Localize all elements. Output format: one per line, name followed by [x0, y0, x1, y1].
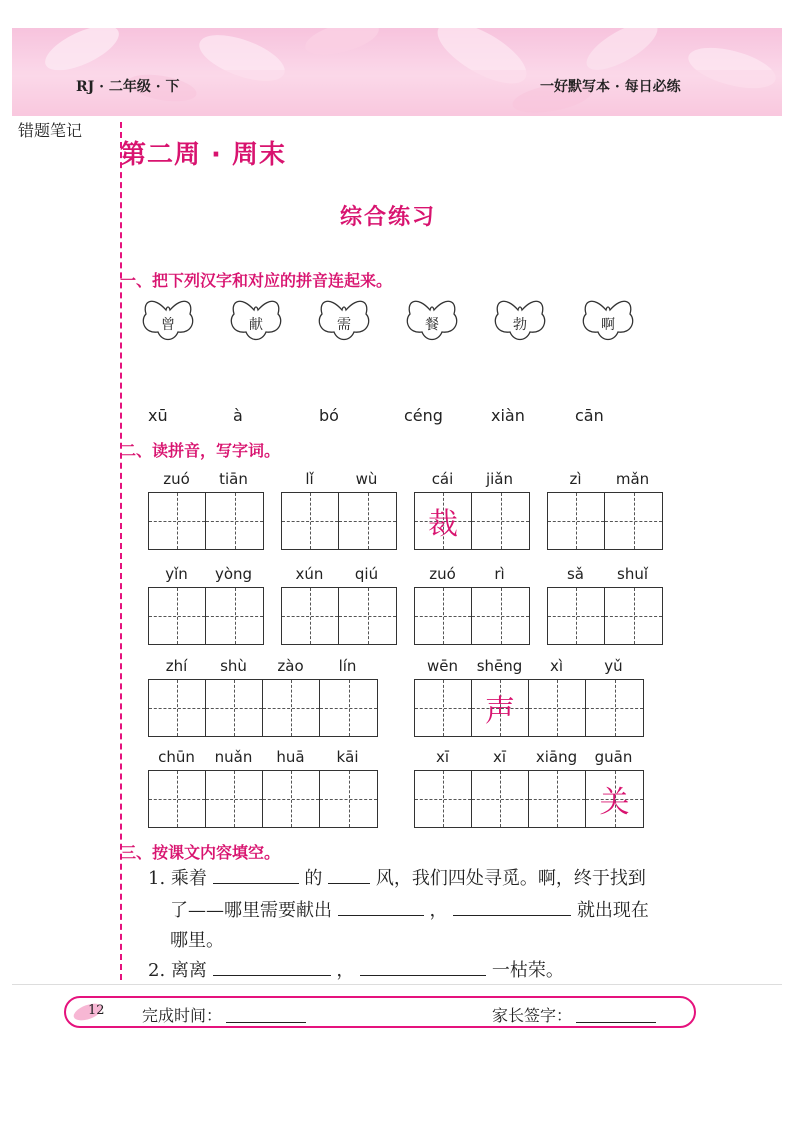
pinyin-line: [148, 565, 262, 583]
answer-blank[interactable]: [338, 897, 424, 916]
match-pinyin: cān: [575, 406, 604, 425]
q2-text: 一枯荣。: [491, 960, 564, 981]
grid-pinyin: nuǎn: [214, 748, 253, 766]
grid-cell[interactable]: [339, 588, 396, 644]
grid-pinyin: guān: [594, 748, 633, 766]
writing-grid[interactable]: [281, 587, 397, 645]
grid-pinyin: xì: [549, 657, 564, 675]
grid-pinyin: shēng: [476, 657, 523, 675]
petal-decoration: [12, 28, 782, 116]
grid-pinyin: zhí: [165, 657, 188, 675]
grid-pinyin: rì: [494, 565, 505, 583]
grid-cell[interactable]: [415, 680, 472, 736]
grid-pinyin: chūn: [158, 748, 195, 766]
q1-text: 风，我们四处寻觅。啊，终于找到: [375, 868, 646, 889]
grid-cell[interactable]: [415, 588, 472, 644]
grid-cell[interactable]: [548, 588, 605, 644]
header-series-label: 一好默写本 · 每日必练: [540, 79, 681, 95]
grid-pinyin: yòng: [214, 565, 253, 583]
writing-grid[interactable]: [414, 770, 644, 828]
parent-signature-blank[interactable]: [576, 1004, 656, 1023]
grid-cell[interactable]: [586, 680, 643, 736]
match-character: 勃: [513, 317, 527, 333]
grid-pinyin: xún: [295, 565, 324, 583]
grid-cell[interactable]: [282, 493, 339, 549]
grid-cell[interactable]: [529, 771, 586, 827]
writing-grid[interactable]: [414, 679, 644, 737]
grid-pinyin: kāi: [336, 748, 359, 766]
page-number: 12: [88, 1003, 105, 1018]
fill-question-1-line-1: [148, 864, 646, 894]
pinyin-line: [547, 565, 661, 583]
match-character: 需: [337, 317, 351, 333]
grid-cell[interactable]: [320, 680, 377, 736]
grid-cell[interactable]: [472, 588, 529, 644]
grid-cell[interactable]: [263, 771, 320, 827]
q2-text: 2. 离离: [148, 960, 207, 981]
q1-text: 1. 乘着: [148, 868, 207, 889]
completion-time-label: 完成时间：: [142, 1006, 223, 1025]
grid-pinyin: zuó: [163, 470, 190, 488]
writing-grid[interactable]: [547, 587, 663, 645]
answer-blank[interactable]: [453, 897, 571, 916]
fill-question-2: [148, 956, 564, 986]
grid-pinyin: wēn: [426, 657, 458, 675]
fill-question-1-line-2: [170, 896, 649, 926]
pinyin-line: [148, 657, 376, 675]
q1-text: 哪里。: [170, 930, 224, 951]
grid-cell[interactable]: [206, 680, 263, 736]
writing-grid[interactable]: [414, 587, 530, 645]
grid-cell[interactable]: [472, 680, 529, 736]
grid-cell[interactable]: [415, 771, 472, 827]
grid-cell[interactable]: [472, 493, 529, 549]
pinyin-line: [547, 470, 661, 488]
grid-pinyin: cái: [431, 470, 454, 488]
match-character: 餐: [425, 317, 439, 333]
pinyin-line: [414, 470, 528, 488]
grid-pinyin: qiú: [354, 565, 379, 583]
writing-grid[interactable]: [148, 770, 378, 828]
match-pinyin: xiàn: [491, 406, 525, 425]
grid-pinyin: yǔ: [604, 657, 623, 675]
pinyin-line: [414, 748, 642, 766]
pinyin-line: [281, 470, 395, 488]
grid-pinyin: wù: [355, 470, 378, 488]
grid-cell[interactable]: [263, 680, 320, 736]
q2-text: ，: [336, 960, 355, 981]
footer-divider: [12, 984, 782, 985]
page-title: 第二周 · 周末: [120, 140, 286, 170]
match-pinyin: xū: [148, 406, 168, 425]
answer-blank[interactable]: [213, 957, 331, 976]
footer-bar: [64, 996, 696, 1028]
header-grade-label: RJ · 二年级 · 下: [76, 79, 180, 95]
sample-character: 裁: [428, 507, 458, 542]
grid-cell[interactable]: [529, 680, 586, 736]
match-pinyin: céng: [404, 406, 443, 425]
completion-time-blank[interactable]: [226, 1004, 306, 1023]
pinyin-line: [148, 470, 262, 488]
grid-cell[interactable]: [605, 588, 662, 644]
writing-grid[interactable]: [414, 492, 530, 550]
pinyin-line: [414, 565, 528, 583]
sidebar-notes-label: 错题笔记: [18, 121, 83, 140]
pinyin-line: [148, 748, 376, 766]
grid-pinyin: zuó: [429, 565, 456, 583]
parent-signature-label: 家长签字：: [492, 1006, 573, 1025]
grid-pinyin: jiǎn: [485, 470, 514, 488]
grid-pinyin: zào: [277, 657, 304, 675]
q1-text: 的: [304, 868, 323, 889]
grid-cell[interactable]: [339, 493, 396, 549]
header-banner: [12, 28, 782, 116]
q1-text: ，: [429, 900, 448, 921]
match-pinyin: à: [233, 406, 243, 425]
grid-pinyin: xiāng: [535, 748, 578, 766]
grid-cell[interactable]: [149, 493, 206, 549]
answer-blank[interactable]: [328, 865, 370, 884]
grid-pinyin: sǎ: [566, 565, 584, 583]
match-character: 献: [249, 317, 263, 333]
q1-text: 就出现在: [576, 900, 649, 921]
grid-pinyin: xī: [492, 748, 507, 766]
answer-blank[interactable]: [213, 865, 299, 884]
pinyin-line: [281, 565, 395, 583]
grid-pinyin: mǎn: [615, 470, 650, 488]
grid-cell[interactable]: [320, 771, 377, 827]
q1-text: 了——哪里需要献出: [170, 900, 332, 921]
section-1-title: 一、把下列汉字和对应的拼音连起来。: [120, 271, 393, 290]
grid-cell[interactable]: [472, 771, 529, 827]
writing-grid[interactable]: [148, 587, 264, 645]
writing-grid[interactable]: [281, 492, 397, 550]
grid-pinyin: yǐn: [165, 565, 188, 583]
grid-cell[interactable]: [149, 771, 206, 827]
grid-cell[interactable]: [415, 493, 472, 549]
grid-pinyin: shuǐ: [617, 565, 648, 583]
grid-pinyin: huā: [276, 748, 305, 766]
grid-pinyin: zì: [569, 470, 582, 488]
match-character: 啊: [601, 317, 615, 333]
grid-cell[interactable]: [605, 493, 662, 549]
grid-cell[interactable]: [206, 771, 263, 827]
grid-pinyin: lǐ: [305, 470, 314, 488]
answer-blank[interactable]: [360, 957, 486, 976]
section-2-title: 二、读拼音，写字词。: [120, 441, 281, 460]
match-character: 曾: [161, 317, 175, 333]
grid-cell[interactable]: [586, 771, 643, 827]
grid-cell[interactable]: [206, 588, 263, 644]
match-pinyin: bó: [319, 406, 339, 425]
grid-pinyin: shù: [220, 657, 247, 675]
exercise-subtitle: 综合练习: [340, 205, 437, 230]
butterfly-row: [140, 290, 660, 350]
grid-pinyin: xī: [435, 748, 450, 766]
sample-character: 声: [485, 694, 515, 729]
writing-grid[interactable]: [148, 492, 264, 550]
grid-cell[interactable]: [548, 493, 605, 549]
section-3-title: 三、按课文内容填空。: [120, 843, 281, 862]
sample-character: 关: [599, 785, 630, 820]
grid-pinyin: lín: [338, 657, 357, 675]
grid-cell[interactable]: [206, 493, 263, 549]
writing-grid[interactable]: [547, 492, 663, 550]
grid-pinyin: tiān: [219, 470, 248, 488]
grid-cell[interactable]: [149, 588, 206, 644]
writing-grid[interactable]: [148, 679, 378, 737]
grid-cell[interactable]: [149, 680, 206, 736]
pinyin-line: [414, 657, 642, 675]
grid-cell[interactable]: [282, 588, 339, 644]
